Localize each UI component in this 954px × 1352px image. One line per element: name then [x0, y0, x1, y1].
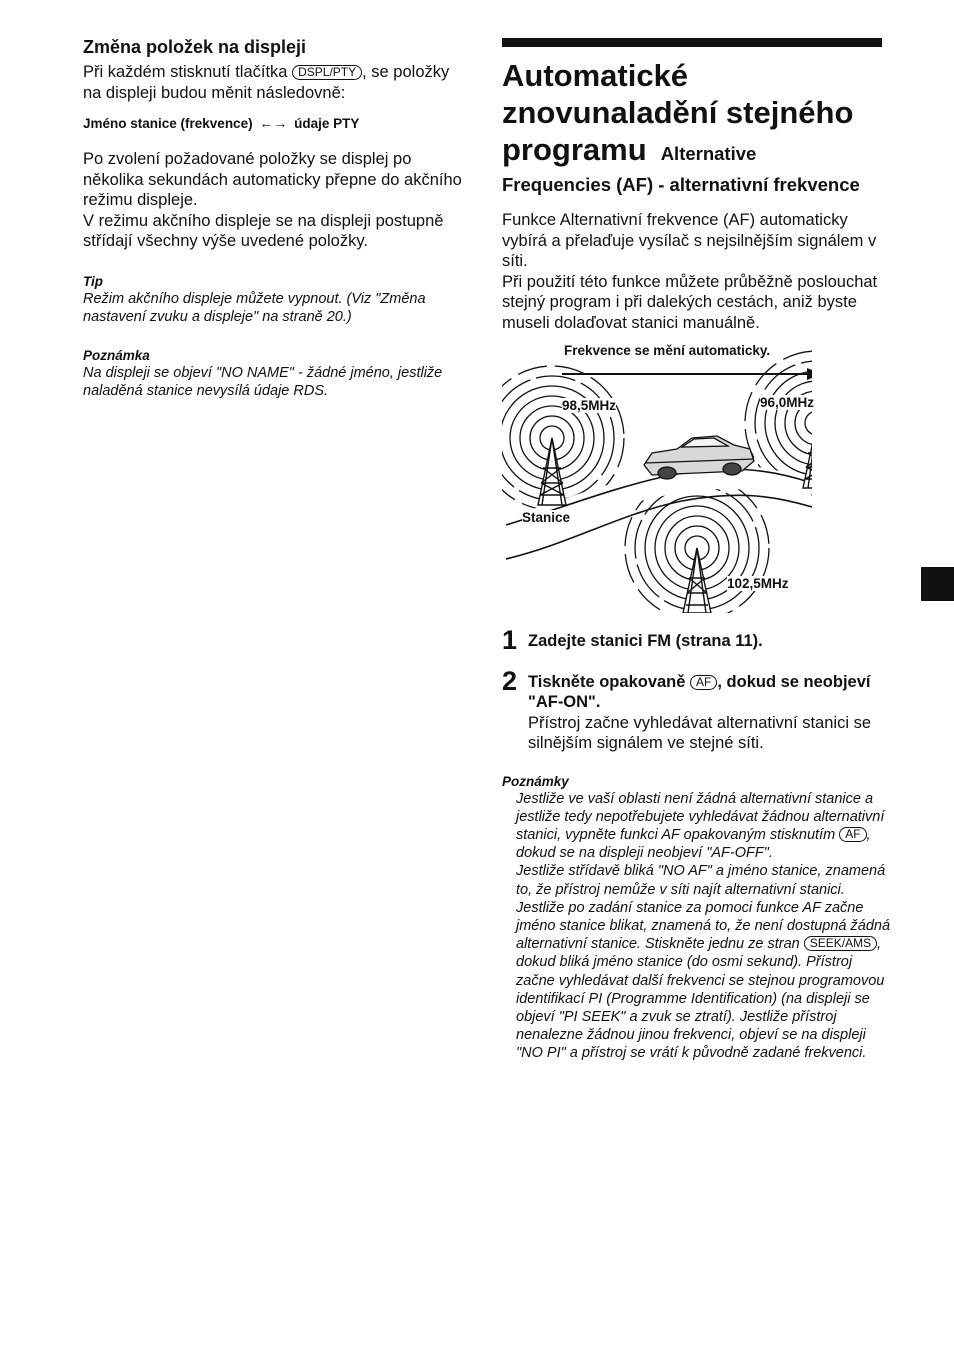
af-diagram-illustration [502, 343, 815, 613]
intro-text-after: , se položky na displeji budou měnit následovně: [83, 63, 450, 102]
note-1-before: Jestliže ve vaší oblasti není žádná alternativní stanice a jestliže tedy nepotřebujete vyhledávat žádnou alternativní stanici, vypněte funkci AF opakovaným stisknutím [516, 790, 885, 843]
tip-text: Režim akčního displeje můžete vypnout. (Viz "Změna nastavení zvuku a displeje" na straně 20.) [83, 290, 426, 325]
seek-ams-button-label: SEEK/AMS [804, 936, 877, 951]
radio-tower-bottom [683, 548, 711, 613]
page-title-programu: programu [502, 132, 647, 167]
paragraph-action-display: V režimu akčního displeje se na displeji postupně střídají všechny výše uvedené položky. [83, 211, 444, 250]
freq-label-bottom: 102,5MHz [727, 576, 789, 591]
station-label: Stanice [522, 510, 571, 525]
car-illustration [644, 436, 754, 479]
freq-label-right: 96,0MHz [760, 395, 815, 410]
step-2-title [528, 672, 892, 713]
page-side-tab [921, 567, 954, 601]
subtitle-af: Frequencies (AF) - alternativní frekvence [502, 174, 860, 195]
right-column [502, 38, 892, 1063]
note-item-2: Jestliže střídavě bliká "NO AF" a jméno stanice, znamená to, že přístroj nemůže v síti najít alternativní stanici. [516, 863, 886, 898]
note-item-1 [516, 790, 892, 863]
left-column [83, 36, 468, 400]
af-button-label-note: AF [839, 827, 866, 842]
notes-list [502, 790, 892, 1063]
freq-label-left: 98,5MHz [562, 398, 617, 413]
intro-text-before: Při každém stisknutí tlačítka [83, 63, 288, 81]
sequence-right: údaje PTY [294, 116, 360, 131]
af-paragraph-2: Při použití této funkce můžete průběžně poslouchat stejný program i při dalekých cestách, aniž byste museli dolaďovat stanici manuálně. [502, 272, 878, 332]
step-2-title-after: , dokud se neobjeví "AF-ON". [528, 672, 871, 711]
paragraph-auto-switch: Po zvolení požadované položky se displej po několika sekundách automaticky přepne do akčního režimu displeje. [83, 150, 462, 209]
page-title-line2: znovunaladění stejného [502, 95, 854, 130]
sequence-left: Jméno stanice (frekvence) [83, 116, 253, 131]
note-3-before: Jestliže po zadání stanice za pomoci funkce AF začne jméno stanice blikat, znamená to, že není dostupná žádná alternativní stanice. Stiskněte jednu ze stran [516, 899, 891, 953]
step-2-number: 2 [502, 665, 518, 696]
af-diagram [502, 343, 815, 613]
display-sequence [83, 115, 468, 131]
page-title-line3 [502, 131, 892, 172]
af-paragraph-1: Funkce Alternativní frekvence (AF) automaticky vybírá a přelaďuje vysílač s nejsilnějším signálem v síti. [502, 211, 877, 270]
step-1 [502, 625, 892, 655]
section-rule [502, 38, 882, 47]
notes-title: Poznámky [502, 773, 569, 789]
note-3-after: , dokud bliká jméno stanice (do osmi sekund). Přístroj začne vyhledávat další frekvenci se stejnou programovou identifikací PI (Programme Identification) (na displeji se objeví "PI SEEK" a zvuk se ztratí). Jestliže přístroj nenalezne žádnou jinou frekvenci, objeví se na displeji "NO PI" a přístroj se vrátí k původně zadané frekvenci. [516, 936, 885, 1062]
tip-title: Tip [83, 273, 103, 289]
double-arrow-icon: ←→ [259, 115, 288, 131]
section-heading-display: Změna položek na displeji [83, 37, 307, 57]
dspl-pty-button-label: DSPL/PTY [292, 65, 362, 80]
diagram-caption: Frekvence se mění automaticky. [564, 343, 771, 358]
step-2-description: Přístroj začne vyhledávat alternativní stanici se silnějším signálem ve stejné síti. [528, 713, 871, 752]
display-intro [83, 62, 468, 103]
step-1-title: Zadejte stanici FM (strana 11). [528, 632, 763, 650]
subtitle-alternative: Alternative [660, 143, 757, 164]
step-2-title-before: Tiskněte opakovaně [528, 672, 686, 691]
radio-tower-left [538, 438, 566, 505]
note-text: Na displeji se objeví "NO NAME" - žádné jméno, jestliže naladěná stanice nevysílá údaje RDS. [83, 364, 443, 399]
af-button-label: AF [690, 675, 717, 690]
step-2 [502, 665, 892, 754]
note-item-3 [516, 899, 892, 1063]
page-title-line1: Automatické [502, 58, 689, 93]
note-1-after: , dokud se na displeji neobjeví "AF-OFF". [516, 826, 871, 862]
step-1-number: 1 [502, 625, 518, 655]
note-title: Poznámka [83, 347, 150, 363]
